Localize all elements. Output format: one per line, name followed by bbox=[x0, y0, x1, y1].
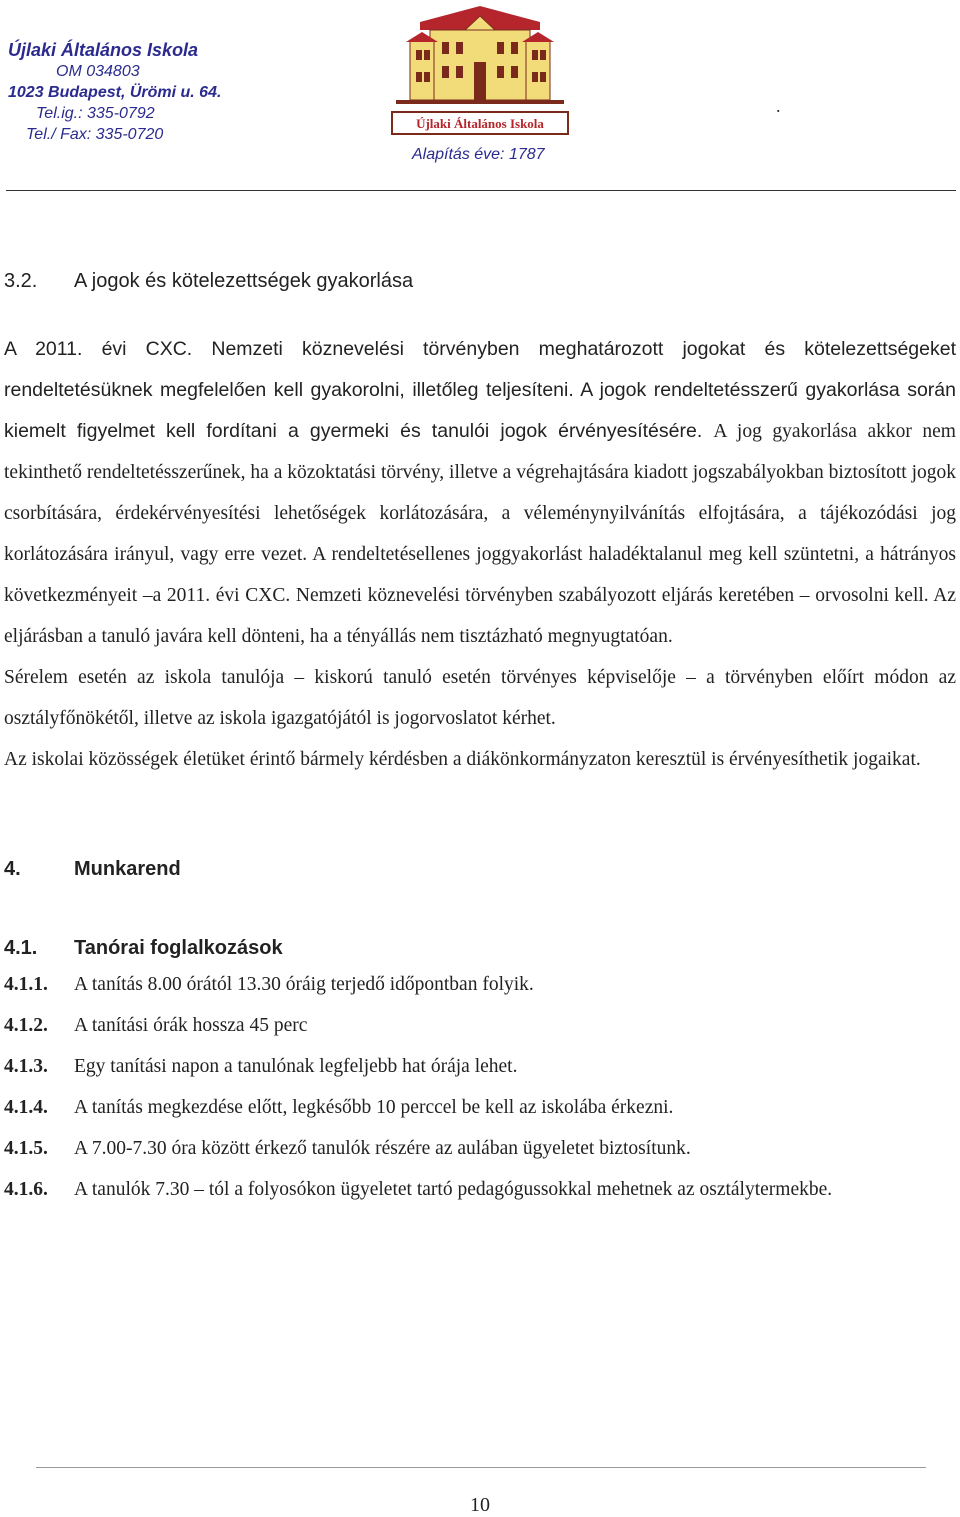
item-text: A 7.00-7.30 óra között érkező tanulók részére az aulában ügyeletet biztosítunk. bbox=[74, 1138, 691, 1159]
header-divider bbox=[6, 190, 956, 191]
item-number: 4.1.3. bbox=[4, 1056, 48, 1077]
heading-number: 3.2. bbox=[4, 270, 38, 292]
page-header bbox=[0, 0, 960, 200]
item-number: 4.1.6. bbox=[4, 1179, 48, 1200]
list-item bbox=[4, 1128, 956, 1169]
item-text: A tanítás megkezdése előtt, legkésőbb 10 perccel be kell az iskolába érkezni. bbox=[74, 1097, 674, 1118]
heading-4 bbox=[4, 858, 956, 881]
founded-year: Alapítás éve: 1787 bbox=[412, 146, 545, 163]
school-contact-block bbox=[8, 40, 221, 145]
item-text: Egy tanítási napon a tanulónak legfeljebb hat órája lehet. bbox=[74, 1056, 518, 1077]
heading-number: 4. bbox=[4, 858, 21, 880]
logo-text: Újlaki Általános Iskola bbox=[416, 116, 544, 131]
tel-ig: Tel.ig.: 335-0792 bbox=[36, 105, 155, 122]
heading-title: Munkarend bbox=[74, 858, 181, 880]
heading-number: 4.1. bbox=[4, 937, 38, 959]
heading-title: A jogok és kötelezettségek gyakorlása bbox=[74, 270, 414, 292]
list-item bbox=[4, 1005, 956, 1046]
paragraph-rights-1 bbox=[4, 329, 956, 657]
paragraph-grievance: Sérelem esetén az iskola tanulója – kiskorú tanuló esetén törvényes képviselője – a törvényben előírt módon az osztályfőnökétől, illetve az iskola igazgatójától is jogorvoslatot kérhet. bbox=[4, 667, 956, 729]
list-item bbox=[4, 1087, 956, 1128]
item-number: 4.1.5. bbox=[4, 1138, 48, 1159]
list-item bbox=[4, 1169, 956, 1210]
item-number: 4.1.1. bbox=[4, 974, 48, 995]
item-number: 4.1.2. bbox=[4, 1015, 48, 1036]
paragraph-rights-1a: A 2011. évi CXC. Nemzeti köznevelési törvényben meghatározott jogokat és kötelezettségeket rendeltetésüknek megfelelően kell gyakorolni, illetőleg teljesíteni. A jogok rendeltetésszerű gyakorlása során kiemelt figyelmet kell fordítani a gyermeki és tanulói jogok érvényesítésére. bbox=[4, 338, 956, 442]
document-body bbox=[4, 270, 956, 1210]
footer-divider bbox=[36, 1467, 926, 1468]
item-text: A tanulók 7.30 – tól a folyosókon ügyeletet tartó pedagógussokkal mehetnek az osztálytermekbe. bbox=[74, 1179, 833, 1200]
tel-fax: Tel./ Fax: 335-0720 bbox=[26, 126, 164, 143]
paragraph-communities: Az iskolai közösségek életüket érintő bármely kérdésben a diákönkormányzaton keresztül is érvényesíthetik jogaikat. bbox=[4, 749, 921, 770]
header-dot: . bbox=[776, 96, 781, 116]
om-number: OM 034803 bbox=[56, 63, 140, 80]
heading-title: Tanórai foglalkozások bbox=[74, 937, 283, 959]
page-number: 10 bbox=[470, 1494, 490, 1516]
item-text: A tanítási órák hossza 45 perc bbox=[74, 1015, 308, 1036]
item-text: A tanítás 8.00 órától 13.30 óráig terjedő időpontban folyik. bbox=[74, 974, 534, 995]
item-number: 4.1.4. bbox=[4, 1097, 48, 1118]
school-logo bbox=[390, 2, 570, 137]
heading-3-2 bbox=[4, 270, 956, 293]
list-item bbox=[4, 1046, 956, 1087]
school-address: 1023 Budapest, Ürömi u. 64. bbox=[8, 84, 222, 101]
school-name: Újlaki Általános Iskola bbox=[8, 40, 199, 60]
list-item bbox=[4, 964, 956, 1005]
paragraph-rights-1b: A jog gyakorlása akkor nem tekinthető rendeltetésszerűnek, ha a közoktatási törvény, illetve a végrehajtására kiadott jogszabályokban biztosított jogok csorbítására, érdekérvényesítési lehetőségek korlátozására, a véleménynyilvánítás elfojtására, a tájékozódási jog korlátozására irányul, vagy erre vezet. A rendeltetésellenes joggyakorlást haladéktalanul meg kell szüntetni, a hátrányos következményeit –a 2011. évi CXC. Nemzeti köznevelési törvényben szabályozott eljárás keretében – orvosolni kell. Az eljárásban a tanuló javára kell dönteni, ha a tényállás nem tisztázható megnyugtatóan. bbox=[4, 421, 956, 647]
heading-4-1 bbox=[4, 937, 956, 960]
